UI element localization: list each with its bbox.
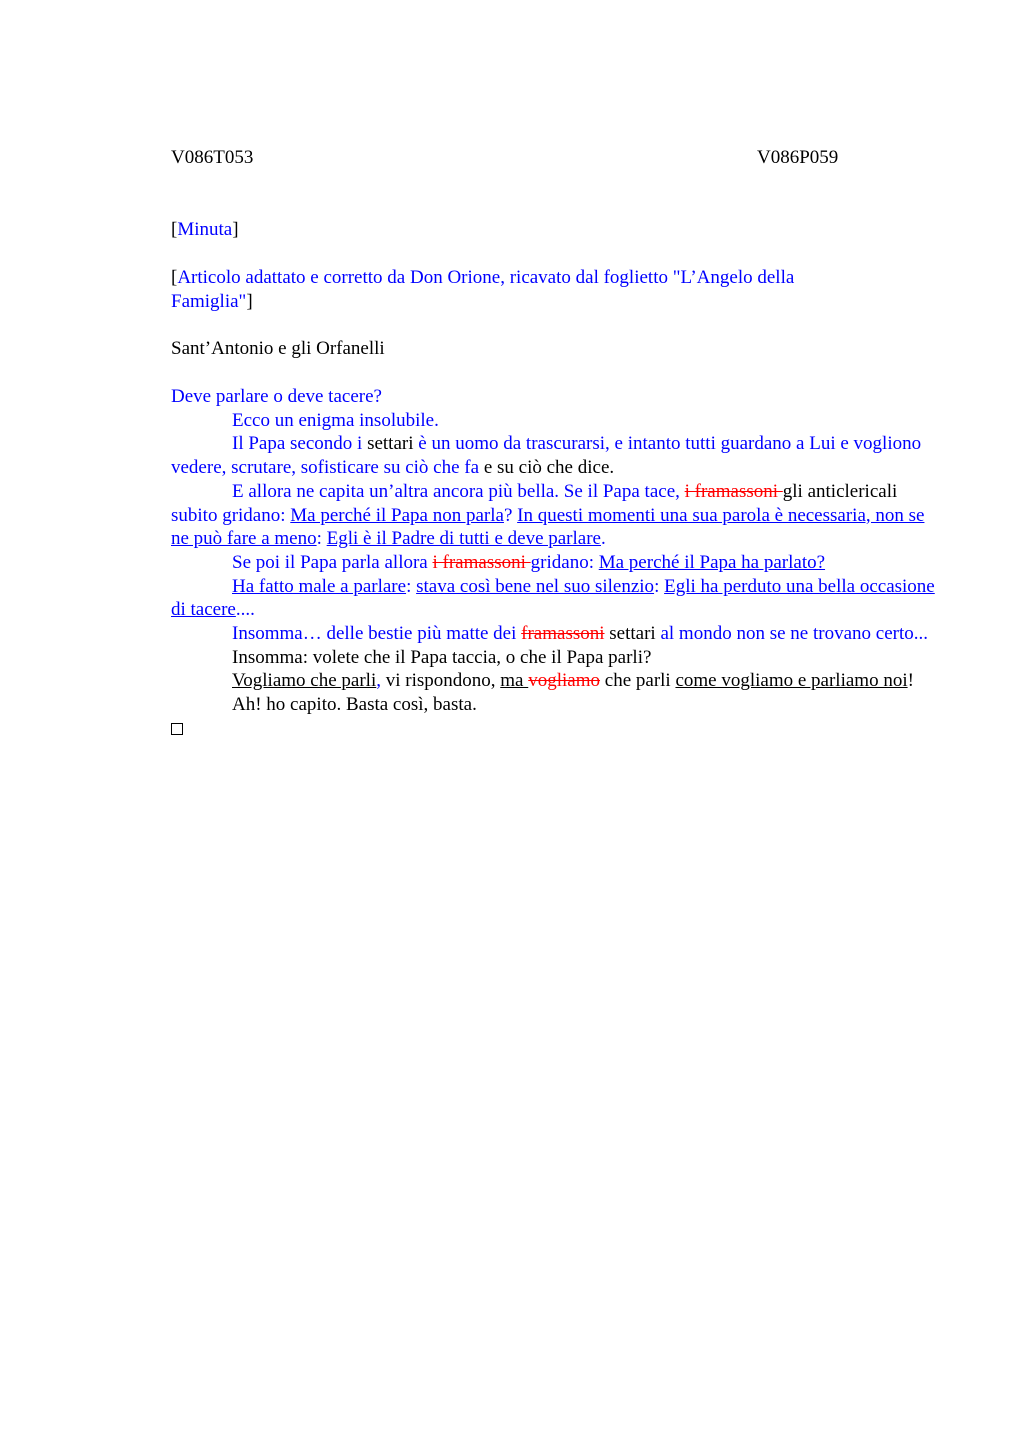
p6-text-d: : xyxy=(654,575,665,597)
p6-text-b: : xyxy=(406,575,417,597)
p9-underlined-3: come vogliamo e parliamo noi xyxy=(675,670,908,692)
header-right-code: V086P059 xyxy=(757,147,839,168)
p6-underlined-2: stava così bene nel suo silenzio xyxy=(416,575,655,597)
p4-underlined-2: In questi momenti una sua parola è necessaria, non se ne può fare a meno xyxy=(171,504,925,550)
p4-text-i: . xyxy=(600,528,606,550)
article-title: Sant’Antonio e gli Orfanelli xyxy=(171,338,385,359)
paragraph-1: Deve parlare o deve tacere? xyxy=(171,386,382,407)
paragraph-5 xyxy=(171,551,941,575)
p5-underlined: Ma perché il Papa ha parlato? xyxy=(598,551,826,573)
checkbox-square-icon xyxy=(171,723,183,735)
paragraph-3 xyxy=(171,432,941,479)
minuta-label xyxy=(171,218,941,242)
p4-text-g: : xyxy=(316,528,327,550)
paragraph-8: Insomma: volete che il Papa taccia, o che il Papa parli? xyxy=(232,646,652,668)
article-body xyxy=(171,385,941,742)
bracket-close: ] xyxy=(232,219,239,240)
end-marker xyxy=(171,717,941,742)
p9-text-b: , xyxy=(376,670,381,692)
p7-text-c: al mondo non se ne trovano certo... xyxy=(655,623,928,645)
p7-text-a: Insomma… delle bestie più matte dei xyxy=(232,623,522,645)
p3-text-d: e su ciò che dice. xyxy=(479,457,615,479)
minuta-text: Minuta xyxy=(177,219,233,240)
p5-text-a: Se poi il Papa parla allora xyxy=(232,551,433,573)
p4-text-e: ? xyxy=(503,504,518,526)
p9-text-g: ! xyxy=(907,670,914,692)
p5-deleted: i framassoni xyxy=(432,551,531,573)
paragraph-7 xyxy=(171,622,941,646)
p4-underlined-1: Ma perché il Papa non parla xyxy=(290,504,504,526)
bracket-close: ] xyxy=(246,290,253,312)
p4-text-a: E allora ne capita un’altra ancora più bella. Se il Papa tace, xyxy=(232,480,685,502)
header-left-code: V086T053 xyxy=(171,147,254,168)
p3-text-b: settari xyxy=(367,433,414,455)
p5-text-b: gridano: xyxy=(530,551,599,573)
p7-deleted: framassoni xyxy=(521,623,605,645)
p6-text-f: .... xyxy=(235,599,255,621)
p4-underlined-3: Egli è il Padre di tutti e deve parlare xyxy=(326,528,601,550)
paragraph-9 xyxy=(171,669,941,693)
bracket-open: [ xyxy=(171,267,178,288)
p6-underlined-1: Ha fatto male a parlare xyxy=(232,575,407,597)
p4-text-c: subito gridano: xyxy=(171,504,291,526)
note-text: Articolo adattato e corretto da Don Orione, ricavato dal foglietto "L’Angelo della Famiglia" xyxy=(171,267,795,312)
paragraph-6 xyxy=(171,575,941,622)
p9-underlined-1: Vogliamo che parli xyxy=(232,670,377,692)
paragraph-2: Ecco un enigma insolubile. xyxy=(232,409,439,431)
p9-deleted: vogliamo xyxy=(528,670,601,692)
p9-underlined-2: ma xyxy=(500,670,529,692)
p7-text-b: settari xyxy=(604,623,656,645)
p9-text-e: che parli xyxy=(600,670,676,692)
editorial-note xyxy=(171,266,871,313)
bracket-open: [ xyxy=(171,219,178,240)
p9-text-c: vi rispondono, xyxy=(380,670,501,692)
p3-text-c: è un uomo da trascurarsi, e intanto tutti guardano a Lui e vogliono vedere, scrutare, sofisticare su ciò che fa xyxy=(171,433,922,479)
paragraph-4 xyxy=(171,480,941,551)
p6-underlined-3: Egli ha perduto una bella occasione di tacere xyxy=(171,575,935,621)
paragraph-10: Ah! ho capito. Basta così, basta. xyxy=(232,694,477,716)
p4-text-b: gli anticlericali xyxy=(782,480,898,502)
p3-text-a: Il Papa secondo i xyxy=(232,433,368,455)
p4-deleted: i framassoni xyxy=(684,480,783,502)
